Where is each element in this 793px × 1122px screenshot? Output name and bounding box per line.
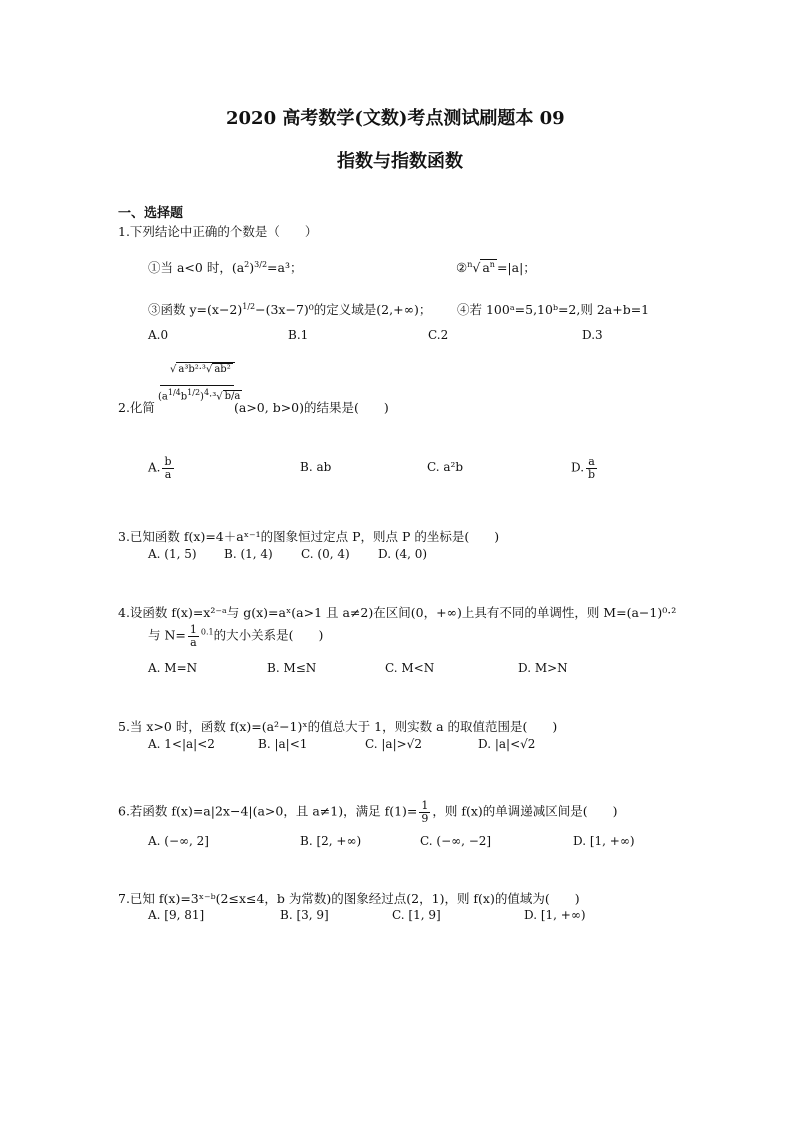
question-1-item-2 [456, 258, 536, 276]
option-b[interactable]: B. [3, 9] [280, 908, 329, 922]
item-1-text: ①当 a<0 时， [148, 260, 232, 275]
question-5-stem: 5.当 x>0 时，函数 f(x)=(a²−1)ˣ的值总大于 1，则实数 a 的取值范围是( ) [118, 719, 558, 734]
option-c[interactable]: C. |a|>√2 [365, 737, 422, 751]
option-b[interactable]: B. |a|<1 [258, 737, 308, 751]
option-a[interactable]: A. [9, 81] [148, 908, 205, 922]
option-c[interactable]: C.2 [428, 328, 449, 342]
question-1-stem: 1.下列结论中正确的个数是（ ） [118, 224, 318, 239]
option-label: D. [571, 460, 585, 475]
section-heading: 一、选择题 [118, 206, 184, 221]
option-c[interactable]: C. a²b [427, 460, 464, 474]
fraction-line [160, 385, 234, 386]
option-a[interactable]: A. (−∞, 2] [148, 834, 209, 848]
question-4-stem-line-2 [148, 624, 323, 648]
item-3-result: −(3x−7)⁰的定义域是(2,+∞)； [255, 302, 432, 317]
question-1-item-1 [148, 258, 302, 276]
option-b[interactable]: B.1 [288, 328, 309, 342]
question-2-formula [158, 362, 242, 402]
formula-denominator: $(a^{1/4}b^{1/2})^4\cdot^3√$ b/a [158, 388, 241, 403]
page-subtitle: 指数与指数函数 [337, 151, 463, 172]
stem-text: 与 N= [148, 627, 186, 643]
question-1-item-3 [148, 300, 431, 318]
option-d[interactable] [571, 456, 599, 480]
option-a[interactable]: A.0 [148, 328, 169, 342]
question-3-stem: 3.已知函数 f(x)=4＋aˣ⁻¹的图象恒过定点 P，则点 P 的坐标是( ) [118, 529, 500, 544]
option-b[interactable]: B. (1, 4) [224, 547, 273, 561]
option-d[interactable]: D. M>N [518, 661, 568, 675]
option-d[interactable]: D.3 [582, 328, 603, 342]
item-2-result: =|a|； [496, 260, 536, 275]
question-6-stem [118, 800, 618, 824]
stem-text: 6.若函数 f(x)=a|2x−4|(a>0，且 a≠1)，满足 f(1)= [118, 803, 418, 819]
fraction-b-over-a: $\frac{b}{a}$ [164, 455, 172, 481]
question-2-suffix: (a>0, b>0)的结果是( ) [234, 400, 389, 415]
option-label: A. [148, 460, 161, 475]
option-a[interactable]: A. (1, 5) [148, 547, 197, 561]
stem-text: 的大小关系是( ) [213, 627, 324, 643]
question-4-stem: 4.设函数 f(x)=x²⁻ᵃ与 g(x)=aˣ(a>1 且 a≠2)在区间(0，+∞)上具有不同的单调性，则 M=(a−1)⁰·² [118, 605, 677, 620]
exponent: 0.1 [200, 627, 214, 637]
item-3-text: ③函数 y= [148, 302, 208, 317]
fraction-a-over-b: $\frac{a}{b}$ [588, 455, 596, 481]
option-c[interactable]: C. (0, 4) [301, 547, 350, 561]
formula-half-power: $(x-2)^{1/2}$ [207, 301, 256, 317]
stem-text: ，则 f(x)的单调递减区间是( ) [432, 803, 618, 819]
question-2-prefix: 2.化简 [118, 400, 155, 415]
option-a[interactable] [148, 456, 176, 480]
question-1-item-4: ④若 100ᵃ=5,10ᵇ=2,则 2a+b=1 [457, 302, 650, 317]
formula-numerator: √ a³b²·³√ ab² [158, 362, 242, 375]
option-b[interactable]: B. ab [300, 460, 332, 474]
formula-root: ②$^n$√ $a^n$ [456, 259, 495, 275]
option-d[interactable]: D. (4, 0) [378, 547, 428, 561]
option-c[interactable]: C. M<N [385, 661, 435, 675]
option-c[interactable]: C. [1, 9] [392, 908, 441, 922]
option-a[interactable]: A. M=N [148, 661, 198, 675]
option-c[interactable]: C. (−∞, −2] [420, 834, 492, 848]
option-b[interactable]: B. M≤N [267, 661, 317, 675]
option-d[interactable]: D. [1, +∞) [524, 908, 586, 922]
option-a[interactable]: A. 1<|a|<2 [148, 737, 215, 751]
fraction-one-ninth: $\frac{1}{9}$ [421, 799, 429, 825]
page-title: 2020 高考数学(文数)考点测试刷题本 09 [226, 108, 565, 129]
fraction-one-over-a: $\frac{1}{a}$ [189, 623, 197, 649]
option-d[interactable]: D. [1, +∞) [573, 834, 635, 848]
option-b[interactable]: B. [2, +∞) [300, 834, 362, 848]
formula-power: $(a^2)^{3/2}$ [231, 259, 268, 275]
question-7-stem: 7.已知 f(x)=3ˣ⁻ᵇ(2≤x≤4，b 为常数)的图象经过点(2，1)，则 f(x)的值域为( ) [118, 891, 580, 906]
item-1-result: =a³； [267, 260, 303, 275]
option-d[interactable]: D. |a|<√2 [478, 737, 536, 751]
